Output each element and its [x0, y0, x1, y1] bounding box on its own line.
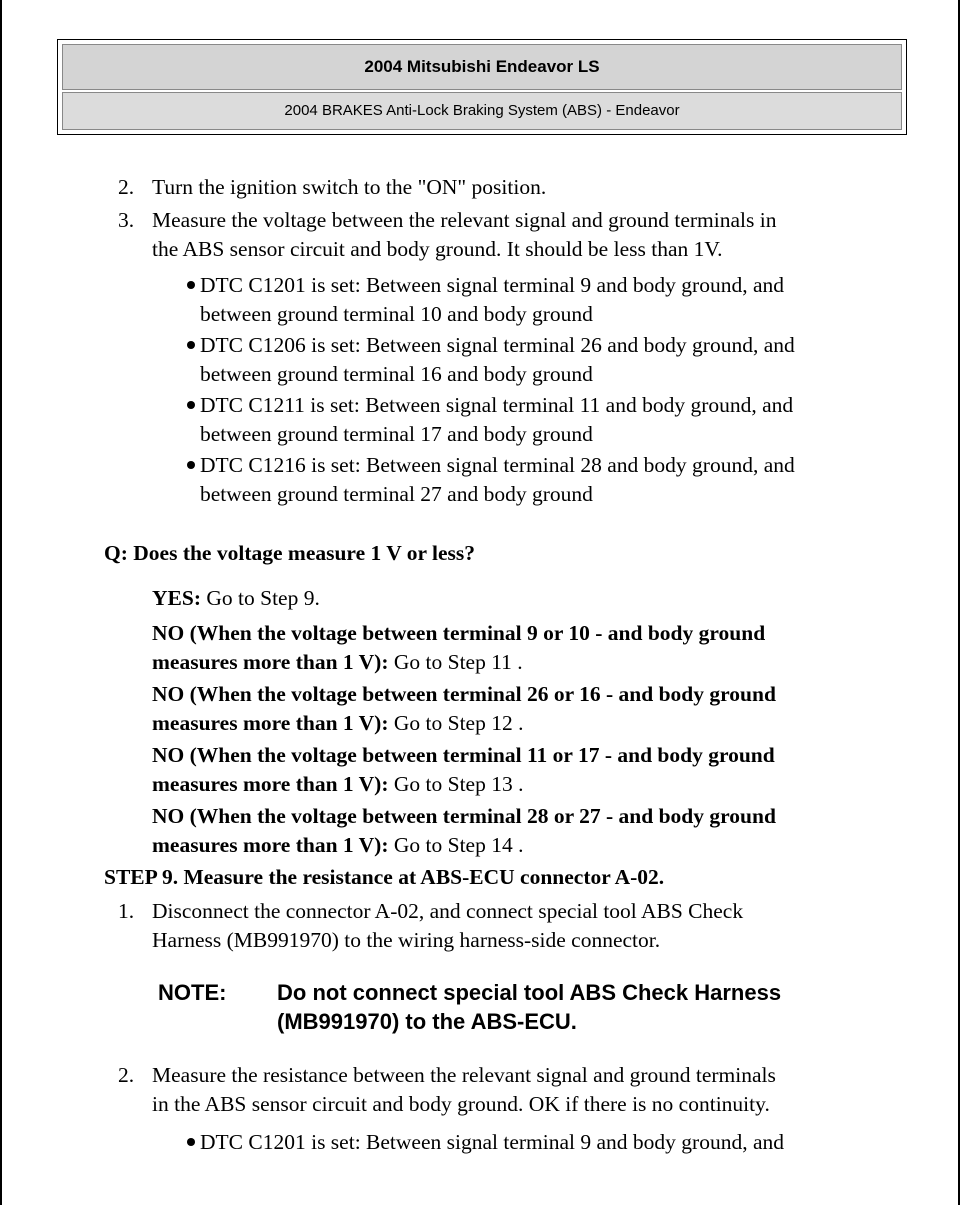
answer-no: [152, 647, 523, 677]
question-text: Q: Does the voltage measure 1 V or less?: [104, 541, 476, 565]
answer-action: Go to Step 11 .: [393, 650, 523, 674]
answer-label: NO (When the voltage between terminal 11 or 17 - and body ground: [152, 743, 775, 767]
step-heading: STEP 9. Measure the resistance at ABS-ECU connector A-02.: [104, 865, 665, 889]
answer-action: Go to Step 13 .: [393, 772, 524, 796]
step-number: 3.: [118, 208, 135, 232]
step-text: Measure the voltage between the relevant signal and ground terminals in: [152, 208, 777, 232]
answer-label: YES:: [152, 586, 201, 610]
step-text: the ABS sensor circuit and body ground. It should be less than 1V.: [152, 237, 723, 261]
list-item: DTC C1201 is set: Between signal terminal 9 and body ground, and: [200, 1130, 784, 1154]
bullet-icon: [187, 1138, 195, 1146]
answer-label: NO (When the voltage between terminal 9 or 10 - and body ground: [152, 621, 766, 645]
answer-label: measures more than 1 V):: [152, 772, 389, 796]
list-item: DTC C1201 is set: Between signal terminal 9 and body ground, and: [200, 273, 784, 297]
list-item: DTC C1206 is set: Between signal terminal 26 and body ground, and: [200, 333, 795, 357]
list-item: between ground terminal 10 and body ground: [200, 302, 593, 326]
note-label: NOTE:: [158, 980, 227, 1005]
answer-action: Go to Step 9.: [206, 586, 320, 610]
list-item: between ground terminal 27 and body ground: [200, 482, 593, 506]
answer-action: Go to Step 12 .: [393, 711, 524, 735]
answer-yes: [152, 583, 320, 613]
answer-label: measures more than 1 V):: [152, 833, 389, 857]
document-header: [57, 39, 907, 135]
bullet-icon: [187, 401, 195, 409]
list-item: DTC C1211 is set: Between signal terminal 11 and body ground, and: [200, 393, 794, 417]
answer-no: [152, 769, 523, 799]
answer-label: measures more than 1 V):: [152, 711, 389, 735]
list-item: between ground terminal 16 and body ground: [200, 362, 593, 386]
header-subtitle: 2004 BRAKES Anti-Lock Braking System (ABS) - Endeavor: [62, 92, 902, 130]
header-title: 2004 Mitsubishi Endeavor LS: [62, 44, 902, 90]
list-item: between ground terminal 17 and body ground: [200, 422, 593, 446]
bullet-icon: [187, 281, 195, 289]
bullet-icon: [187, 341, 195, 349]
list-item: DTC C1216 is set: Between signal terminal 28 and body ground, and: [200, 453, 795, 477]
note-text: Do not connect special tool ABS Check Harness: [277, 980, 782, 1005]
step-text: Disconnect the connector A-02, and connect special tool ABS Check: [152, 899, 744, 923]
answer-label: NO (When the voltage between terminal 28 or 27 - and body ground: [152, 804, 776, 828]
step-number: 1.: [118, 899, 135, 923]
answer-action: Go to Step 14 .: [393, 833, 524, 857]
bullet-icon: [187, 461, 195, 469]
answer-label: measures more than 1 V):: [152, 650, 389, 674]
step-text: in the ABS sensor circuit and body ground. OK if there is no continuity.: [152, 1092, 770, 1116]
answer-no: [152, 830, 523, 860]
answer-no: [152, 708, 523, 738]
note-text: (MB991970) to the ABS-ECU.: [277, 1009, 577, 1034]
answer-label: NO (When the voltage between terminal 26 or 16 - and body ground: [152, 682, 776, 706]
step-text: Turn the ignition switch to the "ON" position.: [152, 175, 547, 199]
step-number: 2.: [118, 175, 135, 199]
step-text: Harness (MB991970) to the wiring harness-side connector.: [152, 928, 661, 952]
step-number: 2.: [118, 1063, 135, 1087]
page-left-border: [0, 0, 2, 1205]
step-text: Measure the resistance between the relevant signal and ground terminals: [152, 1063, 776, 1087]
